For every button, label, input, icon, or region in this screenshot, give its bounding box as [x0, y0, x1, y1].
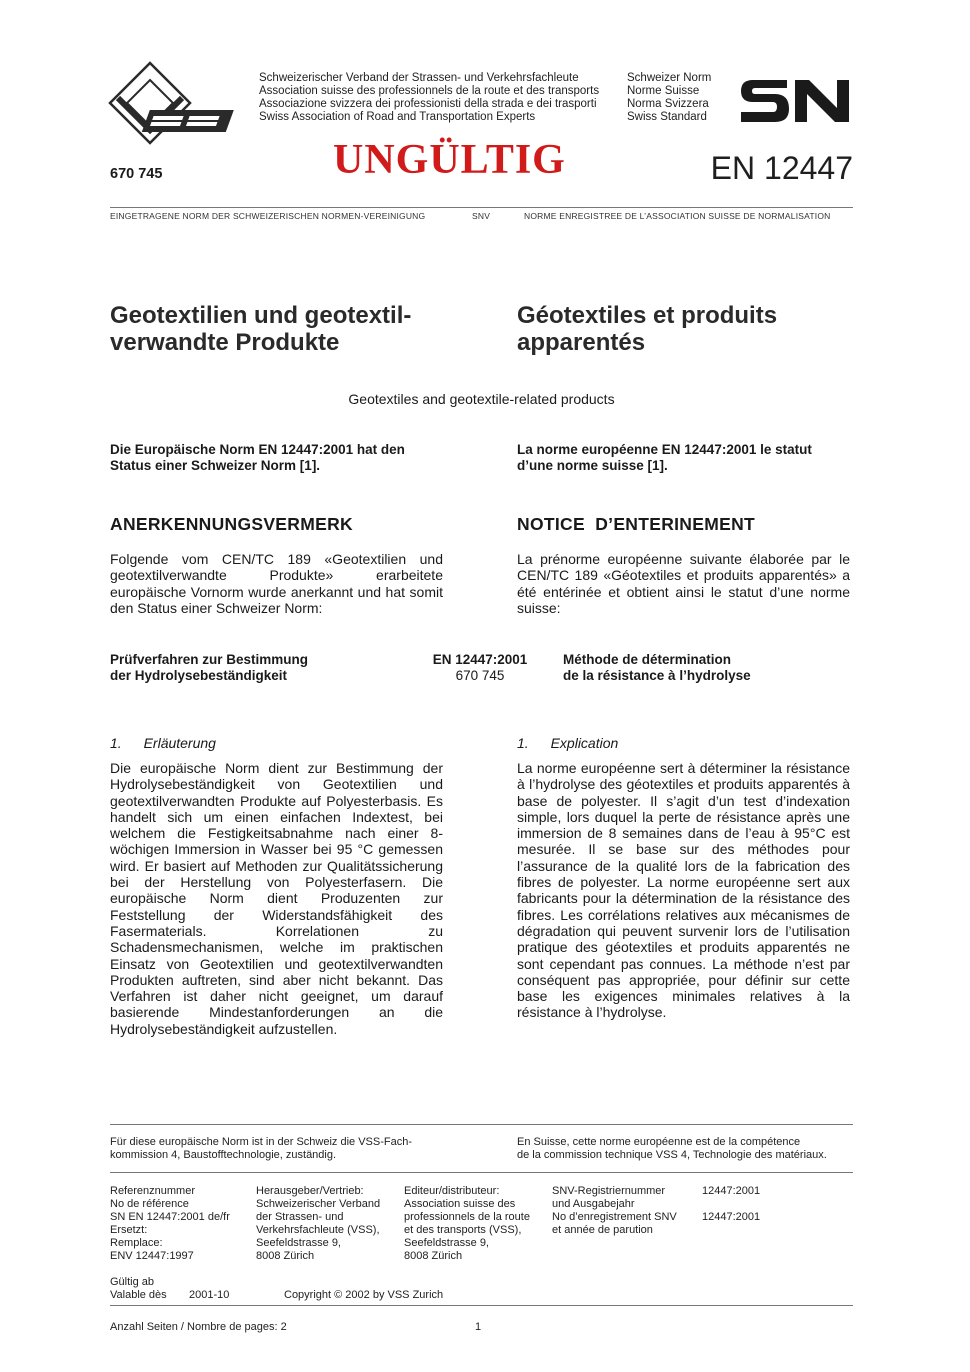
sn-logo: [737, 74, 853, 126]
standard-en-code: EN 12447:2001: [432, 652, 528, 667]
norm-name: Schweizer Norm: [627, 72, 712, 84]
association-line: Association suisse des professionnels de la route et des transports: [259, 85, 600, 97]
publisher-de-line: 8008 Zürich: [256, 1250, 315, 1262]
publisher-fr-line: Association suisse des: [404, 1198, 516, 1210]
snv-reg-value-1: 12447:2001: [702, 1185, 761, 1197]
notice-text-fr: La prénorme européenne suivante élaborée par le CEN/TC 189 «Géotextiles et produits apparentés» a été entérinée et obtient ainsi le statut d’une norme suisse:: [517, 551, 850, 616]
reference-line: Ersetzt:: [110, 1224, 148, 1236]
publisher-fr-line: Editeur/distributeur:: [404, 1185, 500, 1197]
vss-diamond-logo-icon: [108, 60, 256, 150]
publisher-de-line: Verkehrsfachleute (VSS),: [256, 1224, 380, 1236]
status-fr: [517, 442, 857, 474]
snv-registration: [552, 1185, 697, 1237]
norm-name: Swiss Standard: [627, 111, 707, 123]
status-fr-line: La norme européenne EN 12447:2001 le statut: [517, 442, 812, 457]
status-de: [110, 442, 450, 474]
section1-heading-fr: [517, 735, 618, 751]
snv-reg-line: SNV-Registriernummer: [552, 1185, 666, 1197]
notice-text-de: Folgende vom CEN/TC 189 «Geotextilien und geotextilverwandte Produkte» erarbeitete europäische Vornorm wurde anerkannt und hat somit den Status einer Schweizer Norm:: [110, 551, 443, 616]
status-de-line: Die Europäische Norm EN 12447:2001 hat den: [110, 442, 405, 457]
association-line: Schweizerischer Verband der Strassen- und Verkehrsfachleute: [259, 72, 579, 84]
norm-name: Norma Svizzera: [627, 98, 709, 110]
publisher-fr-line: Seefeldstrasse 9,: [404, 1237, 489, 1249]
association-line: Swiss Association of Road and Transportation Experts: [259, 111, 536, 123]
title-de-line: Geotextilien und geotextil-: [110, 302, 412, 329]
section1-heading-de: [110, 735, 216, 751]
reference-line: Referenznummer: [110, 1185, 195, 1197]
reference-line: ENV 12447:1997: [110, 1250, 194, 1262]
snv-reg-value-2: 12447:2001: [702, 1211, 761, 1223]
section1-text-de: Die europäische Norm dient zur Bestimmung der Hydrolysebeständigkeit von Geotextilien und geotextilverwandten Produkte auf Polyesterbasis. Es handelt sich um einen einfachen Indextest, bei welchem die Festigkeitsabnahme nach einer 8-wöchigen Immersion in Wasser bei 95 °C gemessen wird. Er basiert auf Methoden zur Qualitätssicherung bei der Herstellung von Polyesterfasern. Die europäische Norm dient Produzenten zur Feststellung der Widerstandsfähigkeit des Fasermaterials. Korrelationen zu Schadensmechanismen, welche im praktischen Einsatz von Geotextilien und geotextilverwandten Produkten auftreten, sind aber nicht bekannt. Das Verfahren ist daher nicht geeignet, um darauf basierende Mindestanforderungen an die Hydrolysebeständigkeit aufzustellen.: [110, 760, 443, 1037]
publisher-de-line: Seefeldstrasse 9,: [256, 1237, 341, 1249]
sn-logo-icon: [737, 74, 853, 126]
standard-codes: [420, 652, 540, 684]
notice-heading-fr: NOTICE D’ENTERINEMENT: [517, 514, 755, 534]
competence-de-line: kommission 4, Baustofftechnologie, zuständig.: [110, 1149, 337, 1161]
standard-fr-line: de la résistance à l’hydrolyse: [563, 668, 751, 683]
publisher-fr: [404, 1185, 549, 1263]
doc-number: 670 745: [110, 166, 163, 182]
en-number: EN 12447: [710, 150, 853, 186]
title-fr-line: apparentés: [517, 329, 646, 356]
footer-rule-top: [110, 1124, 853, 1125]
snv-reg-line: et année de parution: [552, 1224, 653, 1236]
status-fr-line: d’une norme suisse [1].: [517, 458, 668, 473]
vss-logo: [108, 60, 256, 150]
section1-title-fr: Explication: [550, 735, 619, 751]
competence-fr-line: de la commission technique VSS 4, Technologie des matériaux.: [517, 1149, 827, 1161]
section1-text-fr: La norme européenne sert à déterminer la résistance à l’hydrolyse des géotextiles et produits apparentés à base de polyester. Il s’agit d’un test d’indexation simple, lors duquel la perte de résistance après une immersion de 8 semaines dans de l’eau à 95°C est mesurée. Il se base sur des méthodes pour l’assurance de la qualité lors de la fabrication des fibres de polyester. La norme européenne sert aux fabricants pour la détermination de la résistance des fibres. Les corrélations relatives aux mécanismes de dégradation qui peuvent survenir lors de l’utilisation pratique des géotextiles et produits apparentés ne sont cependant pas connues. La méthode n’est par conséquent pas appropriée, pour définir sur cette base les exigences minimales relatives à la résistance à l’hydrolyse.: [517, 760, 850, 1021]
publisher-fr-line: et des transports (VSS),: [404, 1224, 522, 1236]
section1-number-de: 1.: [110, 735, 122, 751]
registration-fr: NORME ENREGISTREE DE L’ASSOCIATION SUISSE DE NORMALISATION: [524, 211, 831, 221]
reference-line: Remplace:: [110, 1237, 163, 1249]
status-de-line: Status einer Schweizer Norm [1].: [110, 458, 321, 473]
competence-de: [110, 1136, 470, 1162]
association-line: Associazione svizzera dei professionisti della strada e dei trasporti: [259, 98, 597, 110]
association-names: [259, 72, 619, 124]
valid-date: 2001-10: [189, 1289, 230, 1301]
title-de-line: verwandte Produkte: [110, 329, 340, 356]
norm-names: [627, 72, 737, 124]
valid-from-line: Valable dès: [110, 1289, 167, 1301]
page-count: Anzahl Seiten / Nombre de pages: 2: [110, 1321, 287, 1333]
valid-from: [110, 1276, 190, 1302]
reference-block: [110, 1185, 250, 1263]
standard-fr-line: Méthode de détermination: [563, 652, 732, 667]
publisher-de: [256, 1185, 401, 1263]
footer-rule-middle: [110, 1172, 853, 1173]
publisher-fr-line: professionnels de la route: [404, 1211, 530, 1223]
snv-reg-line: und Ausgabejahr: [552, 1198, 635, 1210]
registration-de: EINGETRAGENE NORM DER SCHWEIZERISCHEN NORMEN-VEREINIGUNG: [110, 211, 426, 221]
registration-snv: SNV: [472, 211, 491, 221]
snv-reg-line: No d’enregistrement SNV: [552, 1211, 677, 1223]
standard-de-line: Prüfverfahren zur Bestimmung: [110, 652, 309, 667]
header-rule: [110, 207, 853, 208]
section1-title-de: Erläuterung: [143, 735, 216, 751]
status-stamp: UNGÜLTIG: [333, 137, 566, 183]
title-fr: [517, 302, 857, 356]
valid-from-line: Gültig ab: [110, 1276, 155, 1288]
reference-line: No de référence: [110, 1198, 189, 1210]
title-de: [110, 302, 470, 356]
standard-de: [110, 652, 390, 684]
notice-heading-de: ANERKENNUNGSVERMERK: [110, 514, 353, 534]
norm-name: Norme Suisse: [627, 85, 700, 97]
standard-fr: [563, 652, 853, 684]
standard-vss-code: 670 745: [455, 668, 505, 683]
competence-fr-line: En Suisse, cette norme européenne est de la compétence: [517, 1136, 801, 1148]
competence-de-line: Für diese europäische Norm ist in der Schweiz die VSS-Fach-: [110, 1136, 413, 1148]
title-fr-line: Géotextiles et produits: [517, 302, 778, 329]
competence-fr: [517, 1136, 857, 1162]
footer-rule-bottom: [110, 1305, 853, 1306]
reference-line: SN EN 12447:2001 de/fr: [110, 1211, 230, 1223]
publisher-fr-line: 8008 Zürich: [404, 1250, 463, 1262]
title-en: Geotextiles and geotextile-related products: [348, 391, 615, 407]
publisher-de-line: Herausgeber/Vertrieb:: [256, 1185, 364, 1197]
page-number: 1: [475, 1321, 482, 1333]
publisher-de-line: der Strassen- und: [256, 1211, 344, 1223]
standard-de-line: der Hydrolysebeständigkeit: [110, 668, 288, 683]
copyright: Copyright © 2002 by VSS Zurich: [284, 1289, 444, 1301]
section1-number-fr: 1.: [517, 735, 529, 751]
publisher-de-line: Schweizerischer Verband: [256, 1198, 381, 1210]
